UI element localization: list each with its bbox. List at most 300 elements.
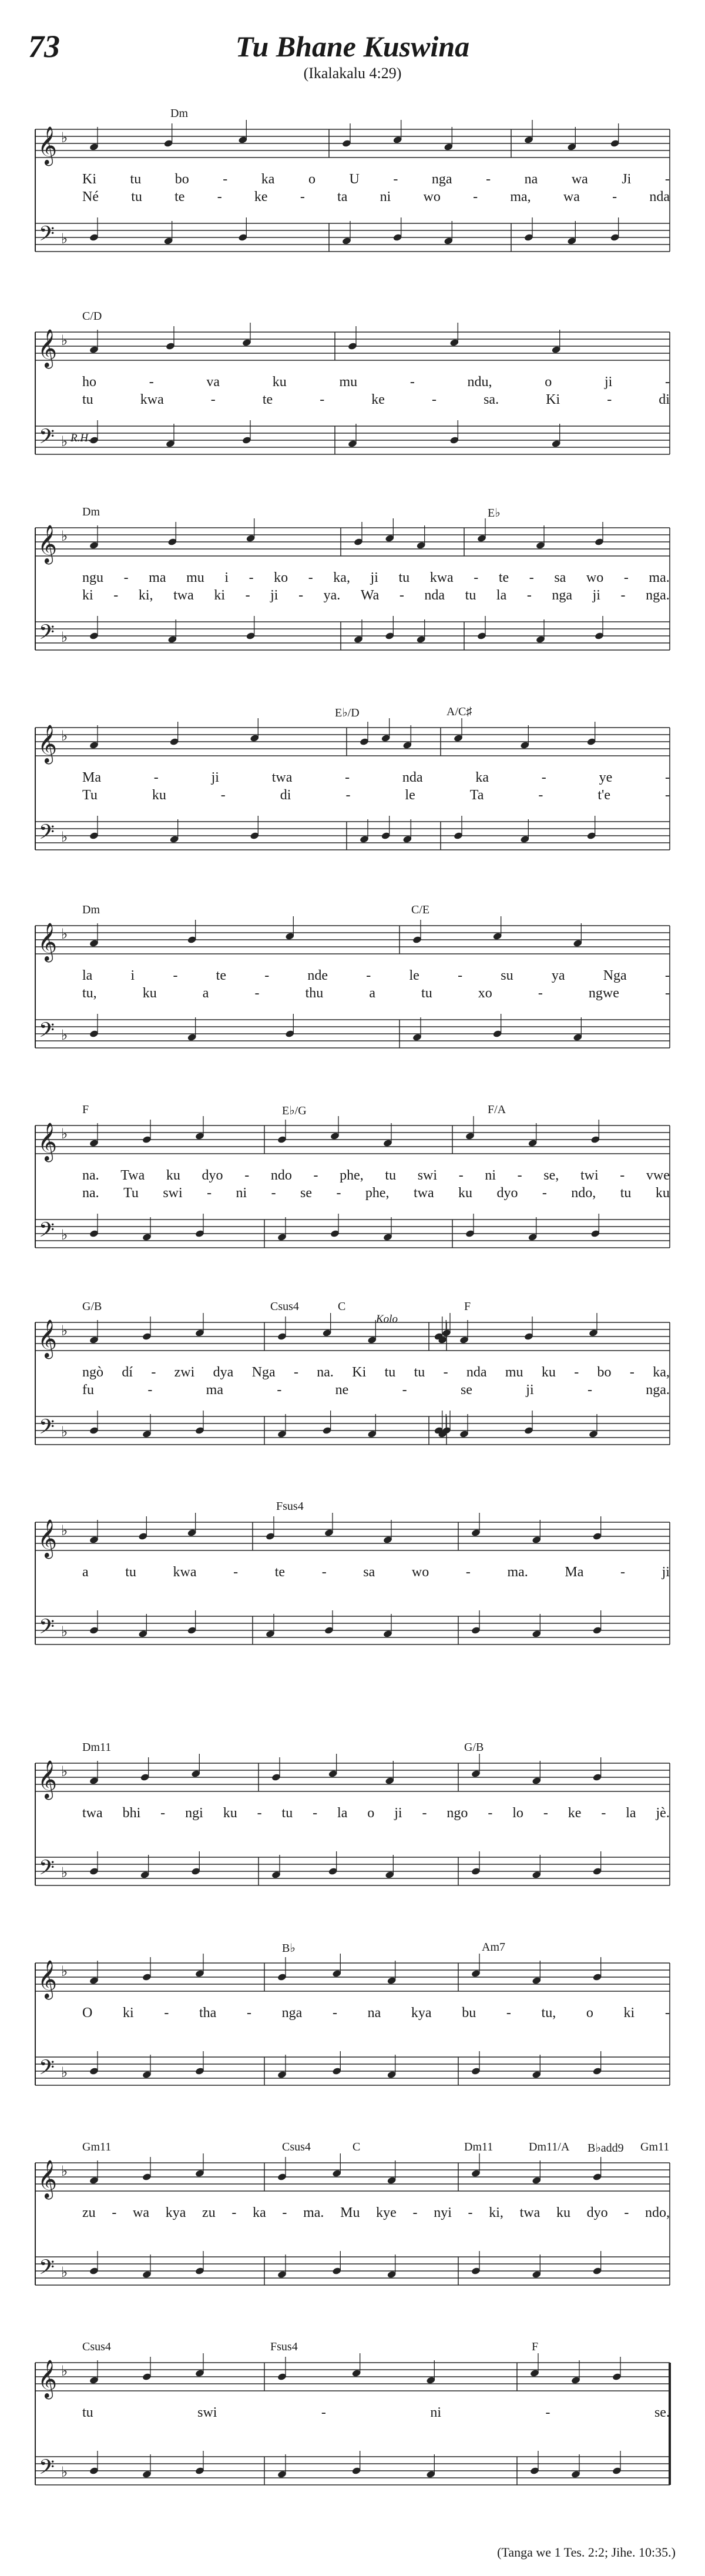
treble-clef-icon: 𝄞: [38, 329, 58, 367]
lyric-syllable: sa: [363, 1565, 375, 1580]
lyric-syllable: te: [216, 968, 226, 983]
lyric-syllable: nda: [402, 770, 423, 785]
flat-icon: ♭: [61, 2264, 68, 2280]
lyric-verse-1: [82, 374, 670, 392]
treble-clef-icon: 𝄞: [38, 1519, 58, 1557]
lyric-syllable: wa: [563, 189, 580, 205]
lyric-syllable: ki,: [489, 2205, 503, 2220]
lyric-syllable: jè.: [656, 1805, 670, 1821]
lyric-syllable: -: [538, 986, 543, 1001]
lyric-syllable: -: [458, 968, 463, 983]
lyric-syllable: va: [206, 374, 220, 390]
lyric-syllable: twa: [82, 1805, 103, 1821]
lyric-syllable: ngo: [446, 1805, 468, 1821]
lyric-verse-1: [82, 1805, 670, 1823]
bass-clef-icon: 𝄢: [39, 1415, 55, 1443]
lyric-syllable: -: [320, 392, 325, 407]
flat-icon: ♭: [61, 1963, 68, 1979]
lyric-syllable: twi: [580, 1168, 599, 1183]
lyric-syllable: -: [529, 570, 534, 585]
lyric-syllable: bo: [174, 172, 189, 187]
lyric-syllable: ji: [270, 588, 278, 603]
score-system: [0, 297, 705, 473]
flat-icon: ♭: [61, 433, 68, 450]
lyric-syllable: Wa: [360, 588, 380, 603]
lyric-syllable: na.: [82, 1185, 99, 1201]
lyric-syllable: -: [664, 172, 670, 187]
lyric-verse-1: [82, 770, 670, 788]
lyric-syllable: nyi: [434, 2205, 452, 2220]
lyric-syllable: -: [542, 1185, 547, 1201]
lyric-syllable: -: [541, 770, 546, 785]
flat-icon: ♭: [61, 332, 68, 349]
lyric-syllable: ko: [274, 570, 288, 585]
lyric-syllable: Ki: [546, 392, 560, 407]
lyric-syllable: kwa: [429, 570, 454, 585]
chord-symbol: E♭: [488, 507, 501, 520]
lyric-syllable: -: [321, 2405, 326, 2420]
lyric-syllable: kya: [411, 2005, 432, 2021]
lyric-syllable: nga: [431, 172, 452, 187]
flat-icon: ♭: [61, 1423, 68, 1440]
lyric-syllable: -: [465, 1565, 471, 1580]
flat-icon: ♭: [61, 2464, 68, 2480]
lyric-syllable: t'e: [597, 788, 610, 803]
flat-icon: ♭: [61, 2064, 68, 2081]
lyric-syllable: nda: [466, 1365, 487, 1380]
lyric-syllable: tu: [82, 2405, 93, 2420]
lyric-syllable: -: [366, 968, 371, 983]
lyric-syllable: a: [369, 986, 375, 1001]
lyric-syllable: na.: [82, 1168, 99, 1183]
lyric-verse-2: [82, 1185, 670, 1203]
lyric-syllable: se.: [654, 2405, 670, 2420]
flat-icon: ♭: [61, 129, 68, 146]
lyric-verse-1: [82, 968, 670, 986]
lyric-syllable: wa: [571, 172, 588, 187]
lyric-verse-2: [82, 588, 670, 605]
lyric-syllable: -: [220, 788, 226, 803]
lyric-syllable: nga.: [646, 1382, 670, 1398]
lyric-syllable: -: [664, 788, 670, 803]
score-system: [0, 493, 705, 669]
lyric-syllable: swi: [197, 2405, 217, 2420]
lyric-syllable: ta: [337, 189, 348, 205]
lyric-syllable: -: [399, 588, 404, 603]
lyric-syllable: su: [501, 968, 513, 983]
lyric-syllable: se,: [543, 1168, 559, 1183]
lyric-syllable: ma,: [510, 189, 531, 205]
lyric-syllable: o: [308, 172, 315, 187]
performance-mark: Kolo: [376, 1313, 398, 1325]
lyric-verse-1: [82, 2005, 670, 2023]
lyric-syllable: kwa: [140, 392, 164, 407]
score-system: [0, 890, 705, 1067]
lyric-syllable: ho: [82, 374, 96, 390]
lyric-syllable: -: [422, 1805, 427, 1821]
lyric-syllable: ki: [214, 588, 225, 603]
lyric-syllable: O: [82, 2005, 93, 2021]
lyric-syllable: -: [665, 770, 670, 785]
lyric-syllable: ka,: [333, 570, 350, 585]
treble-clef-icon: 𝄞: [38, 1960, 58, 1998]
lyric-syllable: -: [664, 968, 670, 983]
lyric-syllable: Ki: [352, 1365, 367, 1380]
lyric-syllable: Ma: [565, 1565, 584, 1580]
lyric-syllable: ke: [254, 189, 268, 205]
lyric-syllable: -: [623, 570, 629, 585]
lyric-syllable: -: [543, 1805, 548, 1821]
score-system: [0, 2327, 705, 2504]
lyric-syllable: Tu: [82, 788, 98, 803]
lyric-syllable: ngò: [82, 1365, 103, 1380]
lyric-syllable: a: [82, 1565, 89, 1580]
lyric-syllable: ji: [211, 770, 219, 785]
lyric-syllable: ku: [541, 1365, 556, 1380]
flat-icon: ♭: [61, 2363, 68, 2379]
lyric-syllable: Nga: [251, 1365, 276, 1380]
lyric-syllable: Ki: [82, 172, 96, 187]
lyric-syllable: tu: [82, 392, 93, 407]
lyric-syllable: -: [254, 986, 260, 1001]
chord-symbol: E♭/D: [335, 706, 360, 719]
chord-symbol: B♭: [282, 1942, 296, 1955]
lyric-syllable: -: [233, 1565, 239, 1580]
lyric-verse-1: [82, 1565, 670, 1582]
bass-clef-icon: 𝄢: [39, 1614, 55, 1643]
lyric-syllable: tu: [130, 172, 142, 187]
lyric-syllable: -: [271, 1185, 276, 1201]
chord-symbol: F: [464, 1300, 471, 1313]
lyric-syllable: ni: [380, 189, 391, 205]
lyric-syllable: -: [210, 392, 216, 407]
lyric-syllable: -: [160, 1805, 166, 1821]
lyric-syllable: di: [659, 392, 670, 407]
lyric-syllable: -: [665, 374, 670, 390]
lyric-syllable: -: [149, 374, 154, 390]
lyric-syllable: ji: [370, 570, 378, 585]
lyric-syllable: tha: [199, 2005, 217, 2021]
treble-clef-icon: 𝄞: [38, 1123, 58, 1161]
lyric-syllable: -: [147, 1382, 153, 1398]
lyric-syllable: mu: [186, 570, 204, 585]
lyric-syllable: tu: [384, 1365, 396, 1380]
lyric-syllable: ngu: [82, 570, 103, 585]
lyric-syllable: tu,: [82, 986, 97, 1001]
lyric-syllable: -: [173, 968, 178, 983]
treble-clef-icon: 𝄞: [38, 2360, 58, 2398]
lyric-syllable: ji: [662, 1565, 670, 1580]
lyric-syllable: -: [409, 374, 415, 390]
lyric-syllable: ku: [142, 986, 157, 1001]
lyric-syllable: twa: [173, 588, 194, 603]
lyric-syllable: Mu: [340, 2205, 360, 2220]
bass-clef-icon: 𝄢: [39, 1018, 55, 1047]
lyric-syllable: -: [664, 2005, 670, 2021]
bass-clef-icon: 𝄢: [39, 820, 55, 849]
lyric-syllable: dya: [213, 1365, 234, 1380]
lyric-verse-2: [82, 1382, 670, 1400]
lyric-syllable: -: [538, 788, 543, 803]
bass-clef-icon: 𝄢: [39, 424, 55, 453]
lyric-syllable: -: [153, 770, 159, 785]
lyric-verse-2: [82, 392, 670, 410]
chord-symbol: F: [82, 1103, 89, 1116]
lyric-syllable: -: [474, 570, 479, 585]
lyric-syllable: te: [498, 570, 509, 585]
lyric-syllable: -: [473, 189, 478, 205]
treble-clef-icon: 𝄞: [38, 1760, 58, 1798]
lyric-syllable: la: [626, 1805, 636, 1821]
lyric-syllable: mu: [505, 1365, 523, 1380]
chord-symbol: Dm11: [464, 2140, 494, 2153]
lyric-syllable: zu: [82, 2205, 96, 2220]
lyric-syllable: -: [217, 189, 222, 205]
lyric-syllable: -: [526, 588, 532, 603]
flat-icon: ♭: [61, 528, 68, 544]
lyric-syllable: ni: [430, 2405, 442, 2420]
chord-symbol: B♭add9: [588, 2142, 624, 2155]
lyric-syllable: wo: [411, 1565, 429, 1580]
lyric-syllable: -: [313, 1168, 318, 1183]
lyric-syllable: tu: [414, 1365, 425, 1380]
chord-symbol: Dm11/A: [529, 2140, 570, 2153]
lyric-syllable: -: [249, 570, 254, 585]
lyric-syllable: kwa: [173, 1565, 197, 1580]
lyric-syllable: ki,: [138, 588, 153, 603]
bass-clef-icon: 𝄢: [39, 1855, 55, 1884]
lyric-syllable: te: [174, 189, 185, 205]
lyric-syllable: vwe: [646, 1168, 670, 1183]
lyric-syllable: di: [280, 788, 291, 803]
lyric-syllable: ka: [261, 172, 275, 187]
lyric-syllable: -: [545, 2405, 550, 2420]
score-system: [0, 2128, 705, 2304]
chord-symbol: Csus4: [82, 2340, 111, 2353]
score-system: [0, 1928, 705, 2104]
lyric-syllable: na: [524, 172, 538, 187]
flat-icon: ♭: [61, 2163, 68, 2179]
lyric-syllable: ndu,: [467, 374, 492, 390]
chord-symbol: Csus4: [282, 2140, 311, 2153]
bass-clef-icon: 𝄢: [39, 2255, 55, 2284]
score-system: [0, 1487, 705, 1663]
lyric-syllable: la: [337, 1805, 348, 1821]
lyric-syllable: -: [506, 2005, 511, 2021]
lyric-syllable: fu: [82, 1382, 94, 1398]
lyric-verse-1: [82, 1168, 670, 1185]
lyric-syllable: ngwe: [588, 986, 619, 1001]
hymn-number: 73: [28, 29, 60, 64]
lyric-syllable: -: [517, 1168, 522, 1183]
flat-icon: ♭: [61, 829, 68, 845]
lyric-syllable: na.: [317, 1365, 334, 1380]
lyric-syllable: -: [308, 570, 313, 585]
lyric-syllable: ne: [335, 1382, 349, 1398]
lyric-syllable: o: [545, 374, 552, 390]
lyric-syllable: -: [257, 1805, 262, 1821]
lyric-syllable: ka: [253, 2205, 266, 2220]
lyric-syllable: Né: [82, 189, 99, 205]
lyric-syllable: i: [130, 968, 135, 983]
lyric-syllable: nda: [424, 588, 445, 603]
lyric-syllable: -: [345, 788, 351, 803]
score-system: [0, 1090, 705, 1267]
lyric-syllable: le: [405, 788, 415, 803]
treble-clef-icon: 𝄞: [38, 126, 58, 165]
lyric-syllable: lo: [512, 1805, 523, 1821]
lyric-syllable: zu: [202, 2205, 216, 2220]
chord-symbol: F/A: [488, 1103, 506, 1116]
lyric-syllable: tu: [421, 986, 432, 1001]
chord-symbol: C/E: [411, 903, 430, 916]
chord-symbol: Csus4: [270, 1300, 299, 1313]
lyric-syllable: ji: [604, 374, 613, 390]
lyric-syllable: ku: [458, 1185, 473, 1201]
footnote: (Tanga we 1 Tes. 2:2; Jihe. 10:35.): [497, 2545, 676, 2560]
lyric-syllable: wo: [423, 189, 441, 205]
lyric-syllable: tu: [125, 1565, 136, 1580]
lyric-syllable: ya.: [323, 588, 341, 603]
lyric-syllable: -: [282, 2205, 287, 2220]
lyric-syllable: -: [488, 1805, 493, 1821]
lyric-syllable: -: [345, 770, 350, 785]
lyric-syllable: -: [264, 968, 270, 983]
treble-clef-icon: 𝄞: [38, 923, 58, 961]
lyric-syllable: nga.: [646, 588, 670, 603]
lyric-syllable: -: [246, 2005, 251, 2021]
lyric-syllable: -: [601, 1805, 606, 1821]
bass-clef-icon: 𝄢: [39, 620, 55, 649]
lyric-syllable: sa: [554, 570, 566, 585]
lyric-syllable: nda: [649, 189, 670, 205]
lyric-syllable: ku: [655, 1185, 670, 1201]
lyric-syllable: ku: [272, 374, 287, 390]
lyric-syllable: ndo,: [645, 2205, 670, 2220]
treble-clef-icon: 𝄞: [38, 525, 58, 563]
lyric-syllable: ji: [526, 1382, 534, 1398]
lyric-syllable: bu: [462, 2005, 476, 2021]
lyric-verse-1: [82, 2205, 670, 2223]
lyric-syllable: wa: [133, 2205, 150, 2220]
lyric-syllable: ngi: [185, 1805, 203, 1821]
lyric-syllable: ku: [152, 788, 166, 803]
chord-symbol: Gm11: [640, 2140, 670, 2153]
lyric-syllable: tu: [385, 1168, 397, 1183]
lyric-syllable: bo: [597, 1365, 612, 1380]
lyric-syllable: se: [460, 1382, 472, 1398]
lyric-syllable: -: [468, 2205, 473, 2220]
treble-clef-icon: 𝄞: [38, 725, 58, 763]
performance-mark: R.H.: [70, 432, 91, 444]
lyric-syllable: -: [432, 392, 437, 407]
lyric-verse-1: [82, 570, 670, 588]
lyric-syllable: phe,: [365, 1185, 390, 1201]
lyric-syllable: mu: [339, 374, 358, 390]
lyric-syllable: ku: [556, 2205, 570, 2220]
lyric-syllable: i: [224, 570, 229, 585]
lyric-syllable: twa: [271, 770, 293, 785]
lyric-syllable: tu,: [541, 2005, 556, 2021]
lyric-syllable: ki: [623, 2005, 635, 2021]
lyric-syllable: ma: [149, 570, 166, 585]
lyric-syllable: -: [313, 1805, 318, 1821]
flat-icon: ♭: [61, 1623, 68, 1640]
chord-symbol: F: [532, 2340, 539, 2353]
lyric-syllable: -: [612, 189, 617, 205]
lyric-syllable: tu: [620, 1185, 632, 1201]
treble-clef-icon: 𝄞: [38, 2160, 58, 2198]
lyric-syllable: ku: [166, 1168, 180, 1183]
lyric-syllable: -: [321, 1565, 327, 1580]
lyric-syllable: ya: [551, 968, 565, 983]
lyric-syllable: -: [277, 1382, 282, 1398]
lyric-syllable: ke: [371, 392, 385, 407]
lyric-syllable: -: [664, 986, 670, 1001]
lyric-syllable: Ji: [622, 172, 632, 187]
flat-icon: ♭: [61, 629, 68, 645]
lyric-syllable: U: [349, 172, 360, 187]
bass-clef-icon: 𝄢: [39, 2455, 55, 2484]
lyric-syllable: a: [202, 986, 209, 1001]
lyric-syllable: Nga: [603, 968, 627, 983]
lyric-syllable: ma: [206, 1382, 223, 1398]
lyric-syllable: -: [336, 1185, 341, 1201]
lyric-syllable: -: [112, 2205, 117, 2220]
lyric-syllable: ni: [485, 1168, 496, 1183]
bass-clef-icon: 𝄢: [39, 2055, 55, 2084]
chord-symbol: Dm: [82, 505, 100, 518]
lyric-syllable: -: [587, 1382, 592, 1398]
lyric-syllable: -: [629, 1365, 634, 1380]
lyric-syllable: nga: [281, 2005, 303, 2021]
lyric-syllable: tu: [465, 588, 476, 603]
flat-icon: ♭: [61, 926, 68, 942]
lyric-syllable: ma.: [507, 1565, 528, 1580]
lyric-syllable: dyo: [202, 1168, 223, 1183]
lyric-syllable: -: [620, 588, 626, 603]
lyric-syllable: twa: [519, 2205, 540, 2220]
flat-icon: ♭: [61, 1522, 68, 1539]
flat-icon: ♭: [61, 230, 68, 247]
flat-icon: ♭: [61, 1027, 68, 1043]
lyric-syllable: -: [393, 172, 398, 187]
lyric-syllable: -: [207, 1185, 212, 1201]
lyric-syllable: le: [409, 968, 419, 983]
lyric-syllable: -: [607, 392, 612, 407]
bass-clef-icon: 𝄢: [39, 222, 55, 250]
lyric-syllable: -: [443, 1365, 448, 1380]
lyric-syllable: -: [332, 2005, 337, 2021]
lyric-syllable: Ma: [82, 770, 101, 785]
chord-symbol: C: [338, 1300, 346, 1313]
lyric-syllable: bhi: [122, 1805, 141, 1821]
lyric-syllable: twa: [413, 1185, 434, 1201]
chord-symbol: Dm11: [82, 1741, 112, 1754]
lyric-syllable: tu: [398, 570, 410, 585]
score-system: [0, 1728, 705, 1904]
lyric-syllable: -: [245, 588, 250, 603]
lyric-syllable: -: [223, 172, 228, 187]
lyric-syllable: o: [367, 1805, 375, 1821]
chord-symbol: G/B: [82, 1300, 102, 1313]
lyric-syllable: thu: [305, 986, 324, 1001]
lyric-syllable: ndo: [270, 1168, 292, 1183]
lyric-syllable: -: [298, 588, 304, 603]
chord-symbol: Fsus4: [276, 1500, 304, 1513]
lyric-syllable: -: [412, 2205, 418, 2220]
lyric-syllable: ji: [592, 588, 600, 603]
